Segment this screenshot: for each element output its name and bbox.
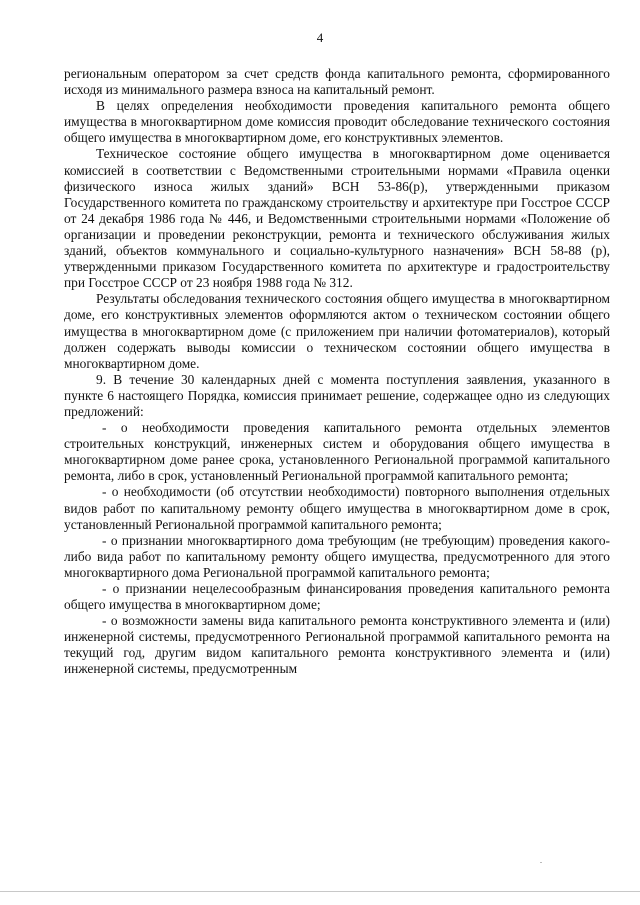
paragraph-continuation: региональным оператором за счет средств фонда капитального ремонта, сформированного исходя из минимального размера взноса на капитальный ремонт. xyxy=(64,66,610,98)
list-item-inexpedient-financing: - о признании нецелесообразным финансирования проведения капитального ремонта общего имущества в многоквартирном доме; xyxy=(64,581,610,613)
paragraph-inspection-results: Результаты обследования технического состояния общего имущества в многоквартирном доме, его конструктивных элементов оформляются актом о техническом состоянии общего имущества в многоквартирном доме (с приложением при наличии фотоматериалов), который должен содержать выводы комиссии о техническом состоянии общего имущества в многоквартирном доме. xyxy=(64,291,610,371)
document-body xyxy=(64,66,610,678)
list-item-repair-necessity: - о необходимости проведения капитального ремонта отдельных элементов строительных конструкций, инженерных систем и оборудования общего имущества в многоквартирном доме ранее срока, установленного Региональной программой капитального ремонта, либо в срок, установленный Региональной программой капитального ремонта; xyxy=(64,420,610,484)
list-item-replace-repair-type: - о возможности замены вида капитального ремонта конструктивного элемента и (или) инженерной системы, предусмотренного Региональной программой капитального ремонта на текущий год, другим видом капитального ремонта конструктивного элемента и (или) инженерной системы, предусмотренным xyxy=(64,613,610,677)
paragraph-clause-9: 9. В течение 30 календарных дней с момента поступления заявления, указанного в пункте 6 настоящего Порядка, комиссия принимает решение, содержащее одно из следующих предложений: xyxy=(64,371,610,419)
page-number: 4 xyxy=(316,30,324,45)
list-item-building-requires-repair: - о признании многоквартирного дома требующим (не требующим) проведения какого-либо вида работ по капитальному ремонту общего имущества, предусмотренного для этого многоквартирного дома Региональной программой капитального ремонта; xyxy=(64,532,610,580)
scan-speck xyxy=(540,862,542,863)
paragraph-technical-state-assessment: Техническое состояние общего имущества в многоквартирном доме оценивается комиссией в соответствии с Ведомственными строительными нормами «Правила оценки физического износа жилых зданий» ВСН 53-86(р), утвержденными приказом Государственного комитета по гражданскому строительству и архитектуре при Госстрое СССР от 24 декабря 1986 года № 446, и Ведомственными строительными нормами «Положение об организации и проведении реконструкции, ремонта и технического обслуживания жилых зданий, объектов коммунального и социально-культурного назначения» ВСН 58-88 (р), утвержденными приказом Государственного комитета по архитектуре и градостроительству при Госстрое СССР от 23 ноября 1988 года № 312. xyxy=(64,146,610,291)
page-bottom-rule xyxy=(0,891,640,892)
paragraph-inspection-purpose: В целях определения необходимости проведения капитального ремонта общего имущества в многоквартирном доме комиссия проводит обследование технического состояния общего имущества в многоквартирном доме, его конструктивных элементов. xyxy=(64,98,610,146)
list-item-repeat-works: - о необходимости (об отсутствии необходимости) повторного выполнения отдельных видов работ по капитальному ремонту общего имущества в многоквартирном доме в срок, установленный Региональной программой капитального ремонта; xyxy=(64,484,610,532)
